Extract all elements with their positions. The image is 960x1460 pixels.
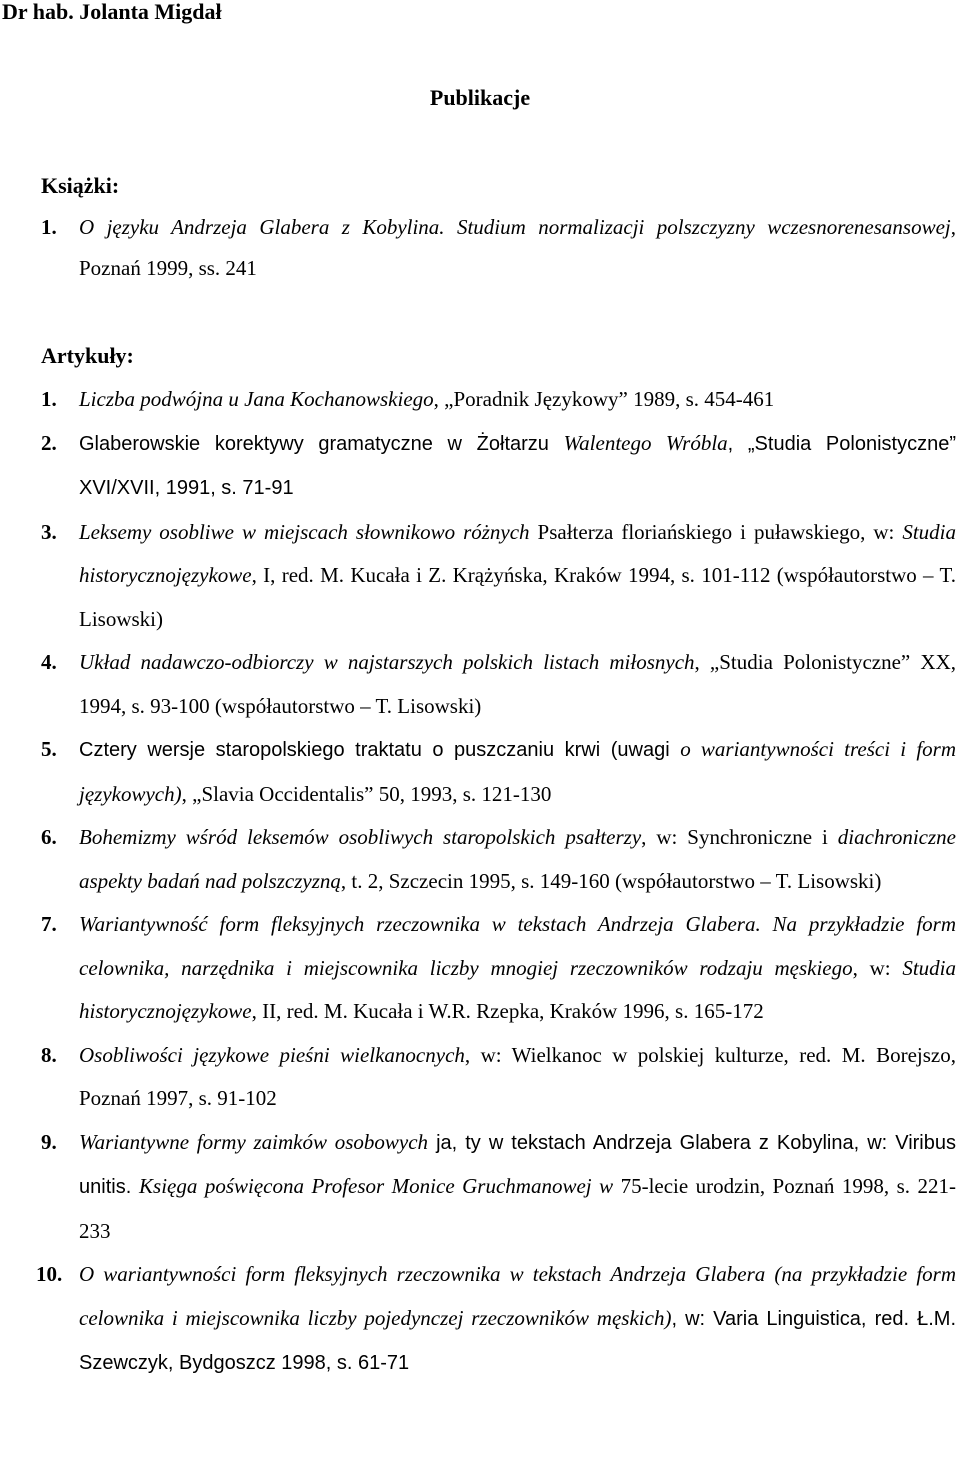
entry-number: 8. [41,1042,57,1067]
entry-title-text: Liczba podwójna u Jana Kochanowskiego [79,387,434,411]
books-heading: Książki: [41,173,120,198]
entry-number: 7. [41,912,57,936]
entry-number: 10. [36,1262,63,1286]
entry-title-text: O wariantywności form fleksyjnych rzeczownika w tekstach Andrzeja Glabera (na przykładzie form celownika i miejscownika liczby pojedynczej rzeczowników męskich) [79,1262,956,1330]
entry-title-text: Leksemy osobliwe w miejscach słownikowo różnych [79,519,530,544]
books-list [0,207,960,289]
articles-heading: Artykuły: [41,343,134,368]
articles-list [0,378,960,1386]
entry-title-text: O języku Andrzeja Glabera z Kobylina. Studium normalizacji polszczyzny wczesnorenesansowej [79,215,951,239]
publication-entry [0,207,960,289]
page-title: Publikacje [429,85,531,110]
entry-citation-text: , Poznań 1999, ss. 241 [79,215,956,280]
publication-entry [0,1253,960,1386]
entry-citation-text: , w: Varia Linguistica, red. Ł.M. Szewczyk, Bydgoszcz 1998, s. 61-71 [79,1307,956,1374]
entry-title-text: Studia historycznojęzykowe [79,955,957,1023]
publication-entry [0,728,960,816]
entry-title-text: Księga poświęcona Profesor Monice Gruchmanowej w [139,1174,614,1198]
entry-title-text: Osobliwości językowe pieśni wielkanocnych [79,1042,465,1067]
entry-number: 3. [41,519,57,544]
entry-citation-text: Cztery wersje staropolskiego traktatu o puszczaniu krwi (uwagi [79,739,681,761]
entry-citation-text: , „Studia Polonistyczne” XVI/XVII, 1991, s. 71-91 [79,432,956,499]
entry-citation-text: , w: [852,955,903,980]
entry-number: 1. [41,387,57,411]
entry-citation-text: 75-lecie urodzin, Poznań 1998, s. 221-233 [79,1174,956,1243]
publication-entry [0,1121,960,1254]
publication-entry [0,378,960,422]
publication-entry [0,903,960,1034]
entry-number: 1. [41,215,57,239]
entry-citation-text: , I, red. M. Kucała i Z. Krążyńska, Kraków 1994, s. 101-112 (współautorstwo – T. Lisowski) [79,563,956,631]
entry-citation-text: , II, red. M. Kucała i W.R. Rzepka, Kraków 1996, s. 165-172 [251,999,764,1023]
entry-citation-text: , t. 2, Szczecin 1995, s. 149-160 (współautorstwo – T. Lisowski) [340,868,882,893]
entry-number: 9. [41,1129,57,1154]
author-name: Dr hab. Jolanta Migdał [2,0,222,24]
entry-number: 4. [41,650,57,674]
entry-number: 2. [41,430,57,455]
entry-citation-text: , w: Synchroniczne i [641,825,838,849]
entry-title-text: Wariantywność form fleksyjnych rzeczownika w tekstach Andrzeja Glabera. Na przykładzie form celownika, narzędnika i miejscownika liczby mnogiej rzeczowników rodzaju męskiego [79,912,956,980]
entry-citation-text: , „Studia Polonistyczne” XX, 1994, s. 93-100 (współautorstwo – T. Lisowski) [79,650,956,718]
publication-entry [0,422,960,511]
publication-entry [0,641,960,728]
entry-number: 6. [41,825,57,849]
publication-entry [0,511,960,642]
entry-number: 5. [41,737,57,761]
entry-citation-text: Psałterza floriańskiego i puławskiego, w: [529,519,903,544]
publication-entry [0,1034,960,1121]
entry-citation-text: , w: Wielkanoc w polskiej kulturze, red. M. Borejszo, Poznań 1997, s. 91-102 [79,1042,956,1110]
publication-entry [0,816,960,903]
entry-citation-text: Glaberowskie korektywy gramatyczne w Żołtarzu [79,432,564,455]
entry-title-text: o wariantywności treści i form językowych) [79,737,956,806]
entry-citation-text: , „Slavia Occidentalis” 50, 1993, s. 121-130 [181,781,552,806]
entry-title-text: Wariantywne formy zaimków osobowych [79,1129,429,1154]
entry-title-text: Walentego Wróbla [563,430,728,455]
entry-citation-text: ja, ty w tekstach Andrzeja Glabera z Kobylina, w: Viribus unitis. [79,1131,956,1198]
entry-title-text: diachroniczne aspekty badań nad polszczyzną [79,825,956,893]
entry-citation-text: , „Poradnik Językowy” 1989, s. 454-461 [433,387,775,411]
entry-title-text: Układ nadawczo-odbiorczy w najstarszych polskich listach miłosnych [79,650,695,674]
entry-title-text: Bohemizmy wśród leksemów osobliwych staropolskich psałterzy [79,825,642,849]
entry-title-text: Studia historycznojęzykowe [79,519,956,587]
